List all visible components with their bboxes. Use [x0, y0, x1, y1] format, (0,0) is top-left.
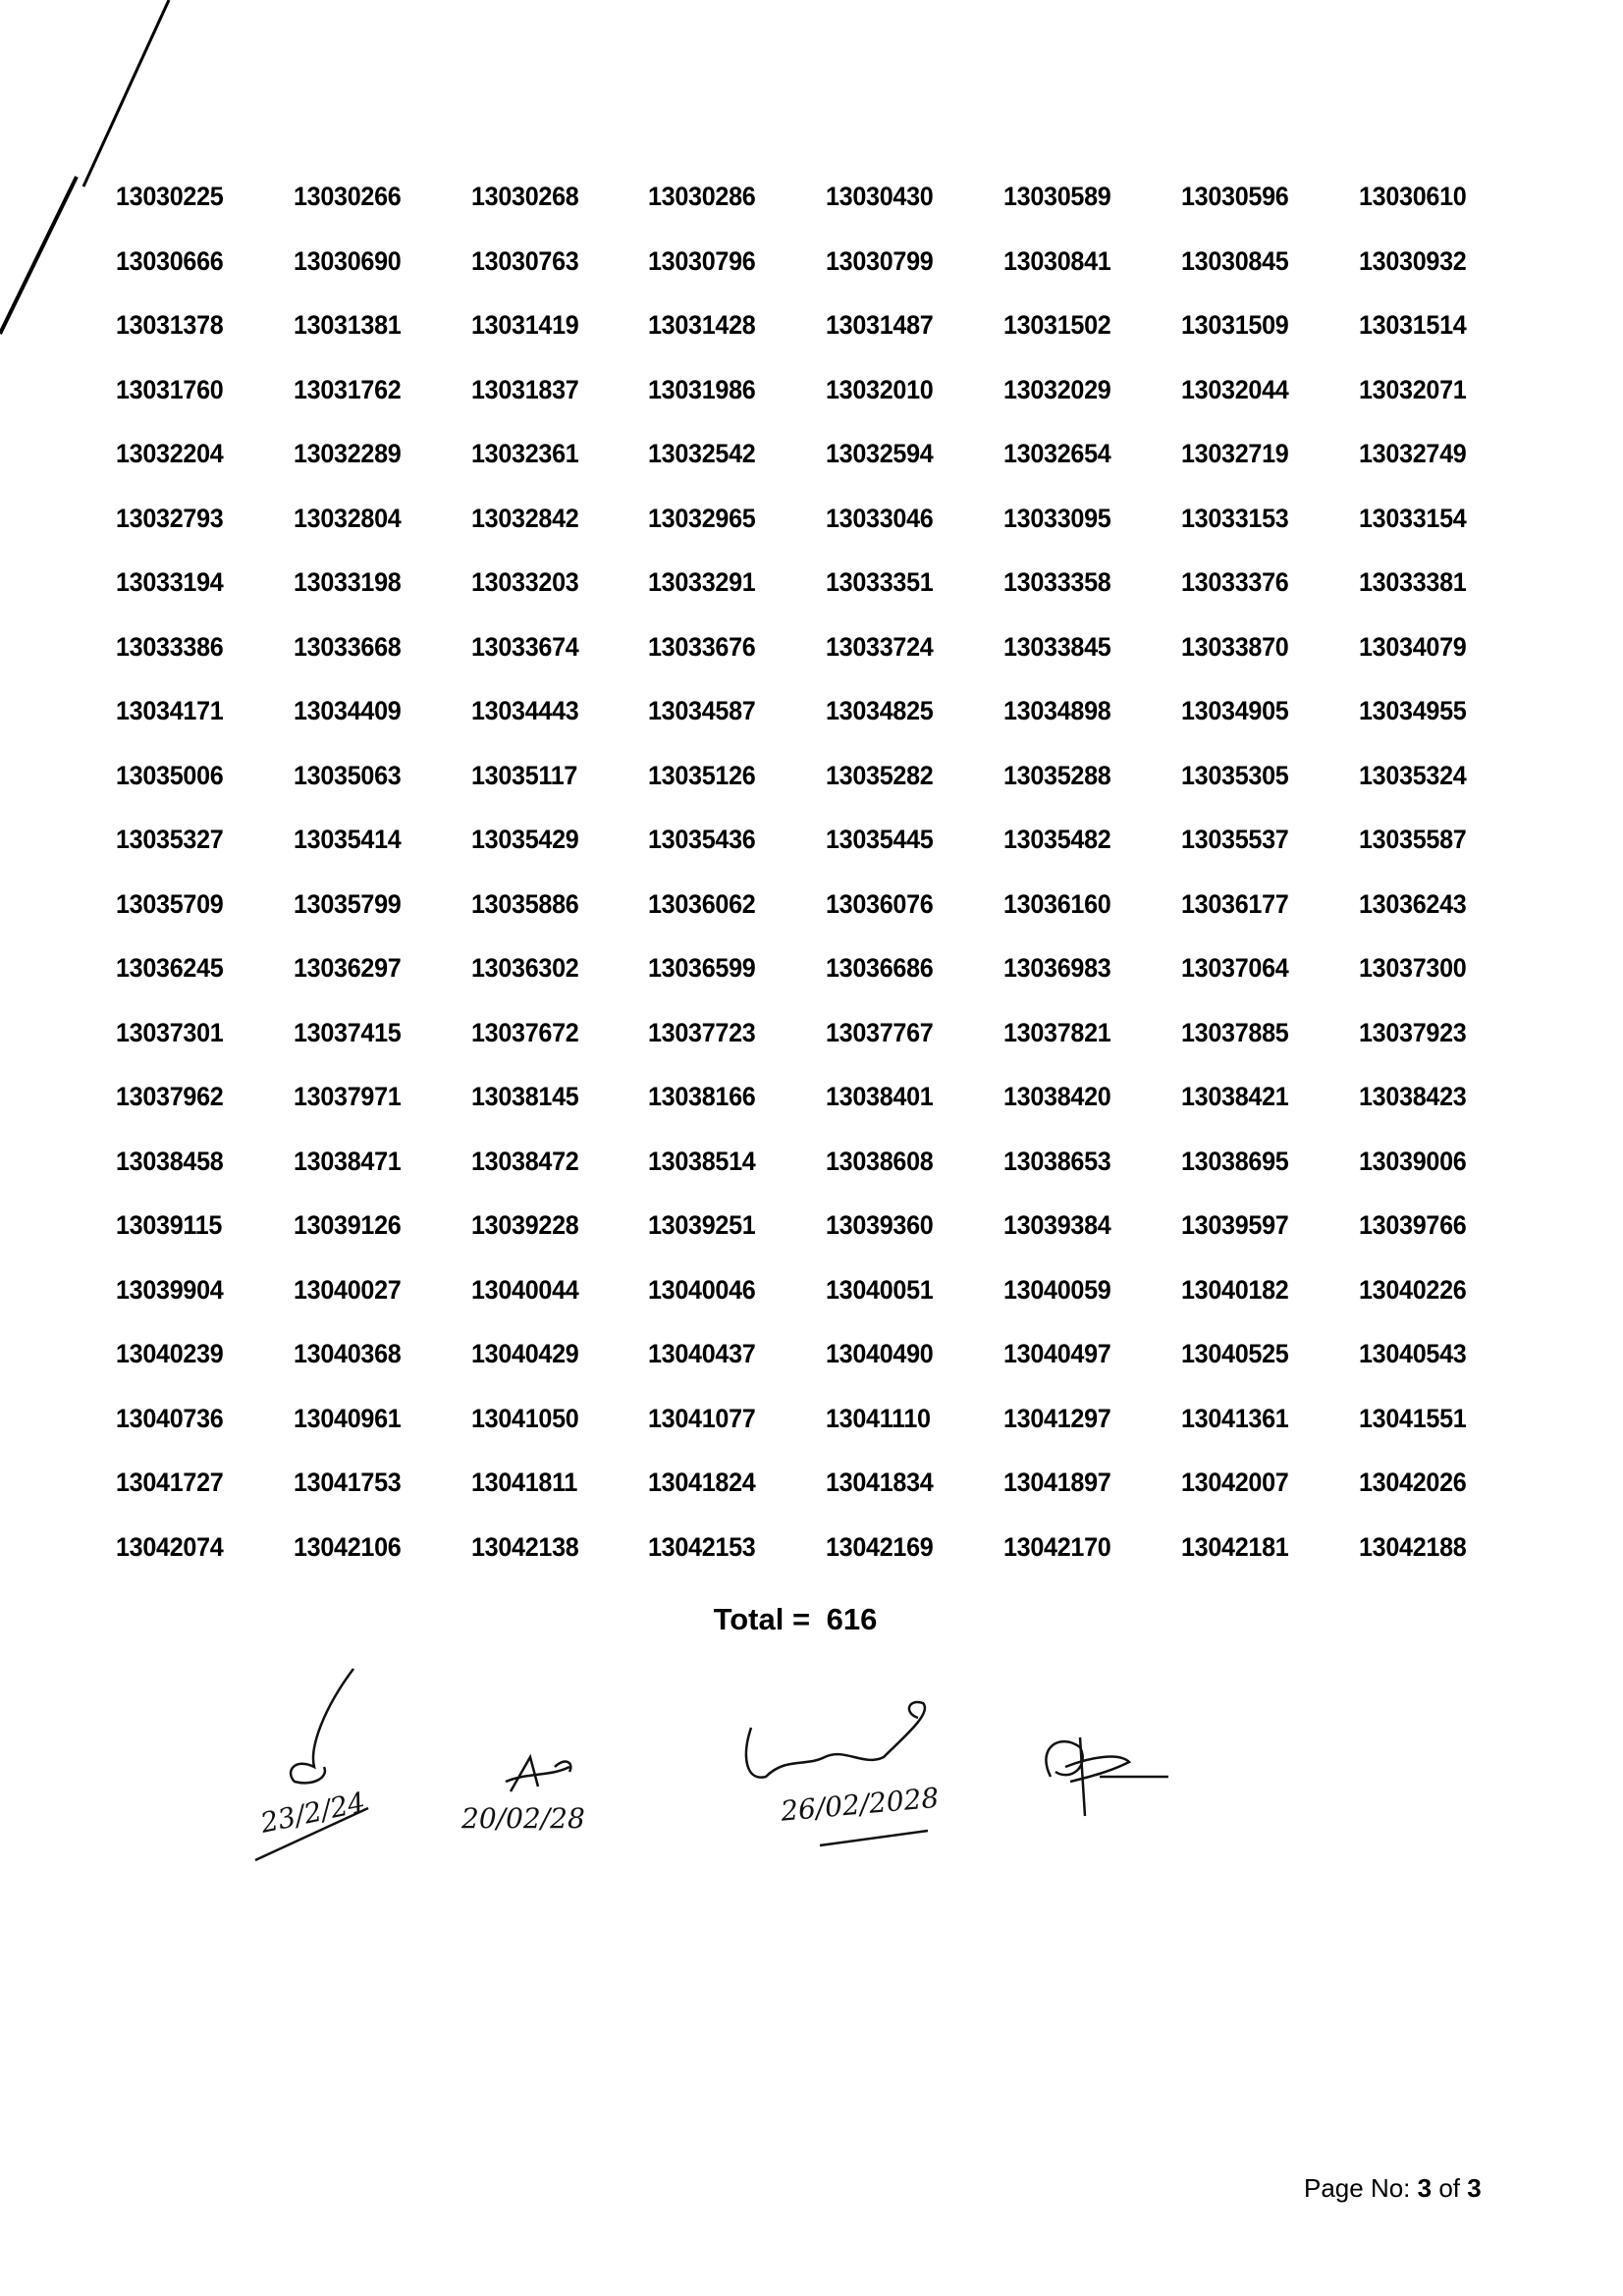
roll-number: 13037723	[648, 1017, 756, 1047]
roll-number: 13040226	[1358, 1274, 1467, 1305]
roll-number: 13036983	[1002, 953, 1111, 984]
roll-number: 13036062	[648, 888, 756, 919]
roll-number: 13030796	[648, 245, 756, 276]
roll-number: 13039904	[116, 1274, 224, 1305]
roll-number: 13033291	[648, 567, 756, 598]
roll-number: 13042026	[1358, 1468, 1467, 1498]
roll-number: 13032029	[1002, 374, 1111, 404]
roll-number: 13033381	[1358, 567, 1467, 598]
signature-3	[746, 1702, 940, 1845]
total-label: Total =	[713, 1602, 811, 1636]
roll-number: 13030610	[1358, 182, 1467, 212]
roll-number: 13032204	[116, 439, 224, 469]
page-current: 3	[1417, 2173, 1433, 2203]
roll-number: 13034079	[1358, 631, 1467, 662]
roll-number: 13040368	[293, 1339, 402, 1369]
roll-number: 13030845	[1180, 245, 1289, 276]
roll-number: 13033870	[1180, 631, 1289, 662]
roll-number: 13037923	[1358, 1017, 1467, 1047]
roll-number: 13040736	[116, 1403, 224, 1433]
roll-number: 13038471	[293, 1146, 402, 1176]
roll-number: 13036076	[826, 888, 934, 919]
roll-number: 13039597	[1180, 1210, 1289, 1241]
roll-number: 13036686	[826, 953, 934, 984]
roll-number: 13037885	[1180, 1017, 1289, 1047]
roll-number: 13039766	[1358, 1210, 1467, 1241]
roll-number: 13030268	[470, 182, 579, 212]
roll-number: 13040497	[1002, 1339, 1111, 1369]
roll-number: 13030430	[826, 182, 934, 212]
roll-number: 13032289	[293, 439, 402, 469]
roll-number: 13040490	[826, 1339, 934, 1369]
roll-number: 13035006	[116, 760, 224, 790]
roll-number: 13035429	[470, 825, 579, 855]
roll-number: 13033358	[1002, 567, 1111, 598]
roll-number: 13033198	[293, 567, 402, 598]
roll-number: 13042169	[826, 1531, 934, 1562]
roll-number: 13034443	[470, 696, 579, 726]
roll-number: 13042188	[1358, 1531, 1467, 1562]
roll-number: 13037300	[1358, 953, 1467, 984]
roll-number: 13041727	[116, 1468, 224, 1498]
roll-number: 13038514	[648, 1146, 756, 1176]
roll-number: 13035288	[1002, 760, 1111, 790]
roll-number: 13038401	[826, 1082, 934, 1112]
roll-number: 13030589	[1002, 182, 1111, 212]
roll-number: 13039126	[293, 1210, 402, 1241]
roll-number: 13030225	[116, 182, 224, 212]
page-total: 3	[1467, 2173, 1482, 2203]
roll-number: 13033668	[293, 631, 402, 662]
roll-number: 13037821	[1002, 1017, 1111, 1047]
roll-number: 13030596	[1180, 182, 1289, 212]
roll-number: 13032044	[1180, 374, 1289, 404]
roll-number: 13031760	[116, 374, 224, 404]
roll-number: 13030666	[116, 245, 224, 276]
signature-2	[460, 1757, 585, 1835]
roll-number: 13038458	[116, 1146, 224, 1176]
signature-1-date: 23/2/24	[257, 1786, 368, 1840]
roll-number: 13038695	[1180, 1146, 1289, 1176]
roll-number: 13032542	[648, 439, 756, 469]
roll-number: 13034825	[826, 696, 934, 726]
roll-number: 13041361	[1180, 1403, 1289, 1433]
roll-number: 13037971	[293, 1082, 402, 1112]
roll-number: 13033845	[1002, 631, 1111, 662]
roll-number: 13032719	[1180, 439, 1289, 469]
roll-number: 13042181	[1180, 1531, 1289, 1562]
roll-number: 13039360	[826, 1210, 934, 1241]
roll-number: 13036297	[293, 953, 402, 984]
roll-number: 13032965	[648, 503, 756, 533]
roll-number: 13042153	[648, 1531, 756, 1562]
roll-number: 13040961	[293, 1403, 402, 1433]
roll-number: 13040027	[293, 1274, 402, 1305]
roll-number: 13031487	[826, 310, 934, 341]
roll-number: 13041824	[648, 1468, 756, 1498]
roll-number: 13035436	[648, 825, 756, 855]
roll-number: 13030932	[1358, 245, 1467, 276]
roll-number: 13037672	[470, 1017, 579, 1047]
roll-number: 13042106	[293, 1531, 402, 1562]
roll-number: 13039115	[116, 1210, 223, 1241]
roll-number: 13040044	[470, 1274, 579, 1305]
roll-number: 13041297	[1002, 1403, 1111, 1433]
roll-number: 13036177	[1180, 888, 1289, 919]
roll-number: 13033676	[648, 631, 756, 662]
roll-number: 13030690	[293, 245, 402, 276]
roll-number: 13038472	[470, 1146, 579, 1176]
total-value: 616	[826, 1602, 878, 1636]
roll-number: 13036302	[470, 953, 579, 984]
roll-number: 13031502	[1002, 310, 1111, 341]
roll-number: 13036245	[116, 953, 224, 984]
roll-number: 13030841	[1002, 245, 1111, 276]
signature-3-date: 26/02/2028	[779, 1781, 941, 1828]
signature-4	[1046, 1737, 1168, 1816]
roll-number: 13032804	[293, 503, 402, 533]
roll-number: 13030799	[826, 245, 934, 276]
roll-number: 13030763	[470, 245, 579, 276]
roll-number: 13033376	[1180, 567, 1289, 598]
roll-number: 13031419	[470, 310, 579, 341]
roll-number: 13033203	[470, 567, 579, 598]
roll-number: 13035886	[470, 888, 579, 919]
roll-number: 13034898	[1002, 696, 1111, 726]
roll-number: 13042138	[470, 1531, 579, 1562]
roll-number: 13039006	[1358, 1146, 1467, 1176]
roll-number: 13030286	[648, 182, 756, 212]
roll-number: 13037064	[1180, 953, 1289, 984]
roll-number: 13035799	[293, 888, 402, 919]
roll-number: 13038653	[1002, 1146, 1111, 1176]
roll-number: 13038145	[470, 1082, 579, 1112]
roll-number: 13038608	[826, 1146, 934, 1176]
roll-number: 13032749	[1358, 439, 1467, 469]
roll-number: 13035305	[1180, 760, 1289, 790]
roll-number: 13031837	[470, 374, 579, 404]
roll-number: 13030266	[293, 182, 402, 212]
page-of: of	[1438, 2173, 1461, 2203]
roll-number: 13035482	[1002, 825, 1111, 855]
roll-number: 13041551	[1358, 1403, 1467, 1433]
roll-number: 13035445	[826, 825, 934, 855]
roll-number: 13035117	[470, 760, 577, 790]
roll-number: 13040239	[116, 1339, 224, 1369]
roll-number: 13033351	[826, 567, 934, 598]
roll-number: 13038421	[1180, 1082, 1289, 1112]
roll-number: 13033153	[1180, 503, 1289, 533]
roll-number: 13032594	[826, 439, 934, 469]
roll-number: 13035414	[293, 825, 402, 855]
roll-number: 13035282	[826, 760, 934, 790]
roll-number: 13036160	[1002, 888, 1111, 919]
roll-number: 13038423	[1358, 1082, 1467, 1112]
roll-number: 13037767	[826, 1017, 934, 1047]
roll-number: 13033154	[1358, 503, 1467, 533]
roll-number: 13034905	[1180, 696, 1289, 726]
roll-number: 13040182	[1180, 1274, 1289, 1305]
signature-2-date: 20/02/28	[461, 1802, 585, 1835]
roll-number: 13031378	[116, 310, 224, 341]
page-prefix: Page No:	[1304, 2173, 1411, 2203]
roll-number: 13041811	[470, 1468, 577, 1498]
roll-number: 13031381	[293, 310, 402, 341]
roll-number: 13033724	[826, 631, 934, 662]
roll-number: 13041834	[826, 1468, 934, 1498]
roll-number: 13035324	[1358, 760, 1467, 790]
roll-number: 13035587	[1358, 825, 1467, 855]
roll-number: 13032010	[826, 374, 934, 404]
roll-number: 13034587	[648, 696, 756, 726]
roll-number: 13032361	[470, 439, 579, 469]
roll-number: 13033194	[116, 567, 224, 598]
roll-number: 13031762	[293, 374, 402, 404]
roll-number: 13036243	[1358, 888, 1467, 919]
roll-number: 13041110	[826, 1403, 931, 1433]
roll-number: 13040543	[1358, 1339, 1467, 1369]
roll-number: 13036599	[648, 953, 756, 984]
page-number	[1304, 2173, 1482, 2204]
roll-number: 13033046	[826, 503, 934, 533]
roll-number: 13037962	[116, 1082, 224, 1112]
roll-number: 13039251	[648, 1210, 756, 1241]
roll-number: 13034171	[116, 696, 224, 726]
roll-number: 13041077	[648, 1403, 756, 1433]
roll-number: 13039384	[1002, 1210, 1111, 1241]
roll-number: 13033095	[1002, 503, 1111, 533]
roll-number: 13037301	[116, 1017, 224, 1047]
roll-number: 13041897	[1002, 1468, 1111, 1498]
roll-number: 13032071	[1358, 374, 1467, 404]
roll-number: 13040429	[470, 1339, 579, 1369]
roll-number: 13035537	[1180, 825, 1289, 855]
roll-number: 13040051	[826, 1274, 934, 1305]
roll-number: 13033674	[470, 631, 579, 662]
roll-number: 13037415	[293, 1017, 402, 1047]
roll-number: 13034409	[293, 696, 402, 726]
roll-number: 13035709	[116, 888, 224, 919]
roll-number: 13033386	[116, 631, 224, 662]
roll-number: 13031986	[648, 374, 756, 404]
roll-number: 13042074	[116, 1531, 224, 1562]
roll-number: 13041050	[470, 1403, 579, 1433]
roll-number: 13032793	[116, 503, 224, 533]
roll-number: 13032842	[470, 503, 579, 533]
roll-number: 13035063	[293, 760, 402, 790]
roll-number: 13038420	[1002, 1082, 1111, 1112]
roll-number: 13040525	[1180, 1339, 1289, 1369]
signature-1	[255, 1669, 368, 1860]
roll-number: 13042007	[1180, 1468, 1289, 1498]
roll-number: 13040046	[648, 1274, 756, 1305]
roll-number: 13031509	[1180, 310, 1289, 341]
roll-number: 13040437	[648, 1339, 756, 1369]
roll-number: 13041753	[293, 1468, 402, 1498]
roll-number: 13031514	[1358, 310, 1467, 341]
roll-number: 13039228	[470, 1210, 579, 1241]
roll-number: 13032654	[1002, 439, 1111, 469]
roll-number: 13035126	[648, 760, 756, 790]
roll-number: 13038166	[648, 1082, 756, 1112]
roll-number: 13031428	[648, 310, 756, 341]
roll-number: 13040059	[1002, 1274, 1111, 1305]
roll-number: 13042170	[1002, 1531, 1111, 1562]
roll-number: 13034955	[1358, 696, 1467, 726]
roll-number: 13035327	[116, 825, 224, 855]
